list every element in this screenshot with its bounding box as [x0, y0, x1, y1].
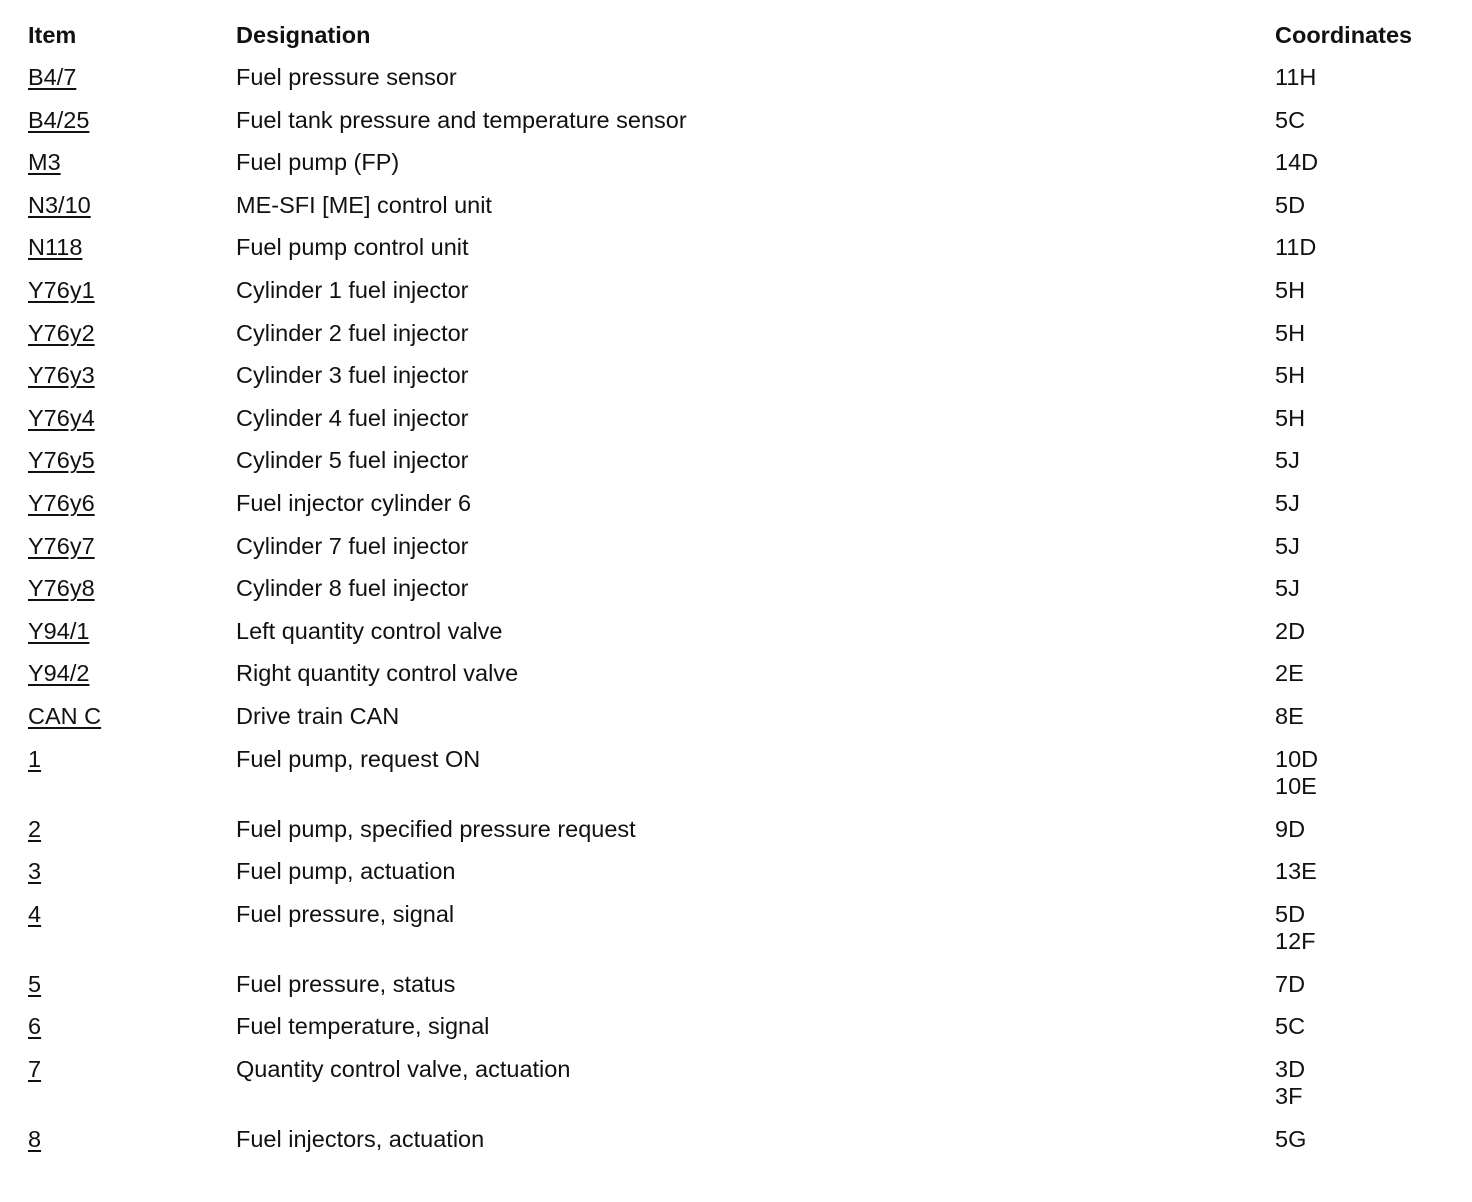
item-link[interactable]: Y94/2 — [28, 660, 90, 687]
table-row — [28, 971, 1448, 1014]
item-link[interactable]: B4/7 — [28, 64, 77, 90]
designation-cell: Cylinder 5 fuel injector — [236, 447, 469, 474]
item-link[interactable]: CAN C — [28, 702, 102, 729]
coordinates-cell — [1275, 192, 1448, 219]
item-link[interactable]: 2 — [28, 815, 42, 842]
table-row — [28, 1126, 1448, 1169]
table-row — [28, 858, 1448, 901]
header-coordinates: Coordinates — [1275, 22, 1413, 48]
item-link[interactable]: 8 — [28, 1125, 42, 1152]
coordinates-cell — [1275, 618, 1448, 645]
item-link[interactable]: 1 — [28, 745, 42, 772]
designation-cell: Fuel injectors, actuation — [236, 1125, 485, 1152]
item-link[interactable]: Y76y2 — [28, 319, 95, 346]
coordinate-value: 14D — [1275, 149, 1319, 176]
designation-cell: Cylinder 4 fuel injector — [236, 404, 469, 431]
coordinates-cell — [1275, 64, 1448, 91]
coordinate-value: 5D — [1275, 900, 1306, 927]
item-link[interactable]: 5 — [28, 970, 42, 997]
coordinate-value: 10E — [1275, 772, 1317, 799]
coordinates-cell — [1275, 277, 1448, 304]
coordinates-cell — [1275, 575, 1448, 602]
item-link[interactable]: Y76y7 — [28, 532, 95, 559]
component-legend-table — [28, 22, 1448, 1168]
designation-cell: Fuel pump, request ON — [236, 745, 481, 772]
item-link[interactable]: N3/10 — [28, 191, 91, 218]
coordinate-value: 5H — [1275, 319, 1306, 346]
header-item: Item — [28, 22, 77, 48]
table-row — [28, 64, 1448, 107]
table-row — [28, 405, 1448, 448]
coordinates-cell — [1275, 1013, 1448, 1040]
coordinates-cell — [1275, 971, 1448, 998]
designation-cell: Left quantity control valve — [236, 617, 503, 644]
coordinate-value: 5D — [1275, 191, 1306, 218]
designation-cell: Fuel pump, specified pressure request — [236, 815, 636, 842]
table-row — [28, 107, 1448, 150]
table-row — [28, 277, 1448, 320]
coordinates-cell — [1275, 816, 1448, 843]
item-link[interactable]: 7 — [28, 1055, 42, 1082]
table-row — [28, 1056, 1448, 1126]
designation-cell: Cylinder 2 fuel injector — [236, 319, 469, 346]
coordinate-value: 5J — [1275, 447, 1300, 474]
coordinates-cell — [1275, 447, 1448, 474]
table-row — [28, 703, 1448, 746]
coordinate-value: 5H — [1275, 404, 1306, 431]
designation-cell: Cylinder 3 fuel injector — [236, 362, 469, 389]
designation-cell: Right quantity control valve — [236, 660, 519, 687]
coordinate-value: 11H — [1275, 64, 1317, 90]
coordinates-cell — [1275, 858, 1448, 885]
coordinates-cell — [1275, 107, 1448, 134]
coordinate-value: 5C — [1275, 106, 1306, 133]
table-row — [28, 234, 1448, 277]
coordinate-value: 5C — [1275, 1013, 1306, 1040]
table-row — [28, 746, 1448, 816]
item-link[interactable]: Y76y4 — [28, 404, 95, 431]
table-row — [28, 447, 1448, 490]
coordinate-value: 5J — [1275, 532, 1300, 559]
coordinates-cell — [1275, 490, 1448, 517]
coordinate-value: 3F — [1275, 1082, 1303, 1109]
table-row — [28, 490, 1448, 533]
header-designation: Designation — [236, 22, 371, 48]
table-row — [28, 618, 1448, 661]
table-row — [28, 320, 1448, 363]
table-body — [28, 64, 1448, 1168]
designation-cell: Fuel pump control unit — [236, 234, 469, 261]
coordinates-cell — [1275, 533, 1448, 560]
table-row — [28, 149, 1448, 192]
coordinates-cell — [1275, 660, 1448, 687]
coordinates-cell — [1275, 1126, 1448, 1153]
designation-cell: Fuel pressure, status — [236, 970, 456, 997]
coordinate-value: 5H — [1275, 362, 1306, 389]
coordinate-value: 2D — [1275, 617, 1306, 644]
item-link[interactable]: Y76y6 — [28, 489, 95, 516]
coordinates-cell — [1275, 405, 1448, 432]
designation-cell: Fuel tank pressure and temperature sensor — [236, 106, 687, 133]
coordinates-cell — [1275, 746, 1448, 800]
designation-cell: Cylinder 1 fuel injector — [236, 276, 469, 303]
table-row — [28, 816, 1448, 859]
table-row — [28, 533, 1448, 576]
coordinate-value: 9D — [1275, 815, 1306, 842]
coordinate-value: 5H — [1275, 276, 1306, 303]
item-link[interactable]: N118 — [28, 234, 83, 261]
item-link[interactable]: B4/25 — [28, 106, 90, 133]
item-link[interactable]: 4 — [28, 900, 42, 927]
coordinate-value: 13E — [1275, 858, 1317, 885]
item-link[interactable]: Y76y1 — [28, 276, 95, 303]
designation-cell: Fuel pressure, signal — [236, 900, 455, 927]
designation-cell: Fuel pump, actuation — [236, 858, 456, 885]
coordinates-cell — [1275, 362, 1448, 389]
coordinates-cell — [1275, 901, 1448, 955]
item-link[interactable]: M3 — [28, 149, 61, 176]
coordinate-value: 2E — [1275, 660, 1304, 687]
coordinates-cell — [1275, 149, 1448, 176]
coordinate-value: 5J — [1275, 489, 1300, 516]
table-header-row — [28, 22, 1448, 64]
designation-cell: Fuel temperature, signal — [236, 1013, 490, 1040]
coordinates-cell — [1275, 320, 1448, 347]
designation-cell: Fuel injector cylinder 6 — [236, 489, 472, 516]
designation-cell: ME-SFI [ME] control unit — [236, 191, 492, 218]
item-link[interactable]: 6 — [28, 1013, 42, 1040]
designation-cell: Fuel pump (FP) — [236, 149, 400, 176]
designation-cell: Cylinder 7 fuel injector — [236, 532, 469, 559]
coordinate-value: 12F — [1275, 927, 1316, 954]
item-link[interactable]: Y76y8 — [28, 575, 95, 602]
item-link[interactable]: Y76y5 — [28, 447, 95, 474]
coordinates-cell — [1275, 234, 1448, 261]
item-link[interactable]: Y94/1 — [28, 617, 90, 644]
designation-cell: Drive train CAN — [236, 702, 400, 729]
coordinate-value: 10D — [1275, 745, 1319, 772]
designation-cell: Quantity control valve, actuation — [236, 1055, 571, 1082]
table-row — [28, 192, 1448, 235]
coordinate-value: 7D — [1275, 970, 1306, 997]
table-row — [28, 362, 1448, 405]
designation-cell: Fuel pressure sensor — [236, 64, 457, 90]
coordinate-value: 11D — [1275, 234, 1317, 261]
item-link[interactable]: Y76y3 — [28, 362, 95, 389]
coordinate-value: 8E — [1275, 702, 1304, 729]
coordinates-cell — [1275, 703, 1448, 730]
coordinates-cell — [1275, 1056, 1448, 1110]
table-row — [28, 660, 1448, 703]
table-row — [28, 575, 1448, 618]
table-row — [28, 1013, 1448, 1056]
coordinate-value: 5G — [1275, 1125, 1307, 1152]
coordinate-value: 5J — [1275, 575, 1300, 602]
table-row — [28, 901, 1448, 971]
designation-cell: Cylinder 8 fuel injector — [236, 575, 469, 602]
item-link[interactable]: 3 — [28, 858, 42, 885]
coordinate-value: 3D — [1275, 1055, 1306, 1082]
